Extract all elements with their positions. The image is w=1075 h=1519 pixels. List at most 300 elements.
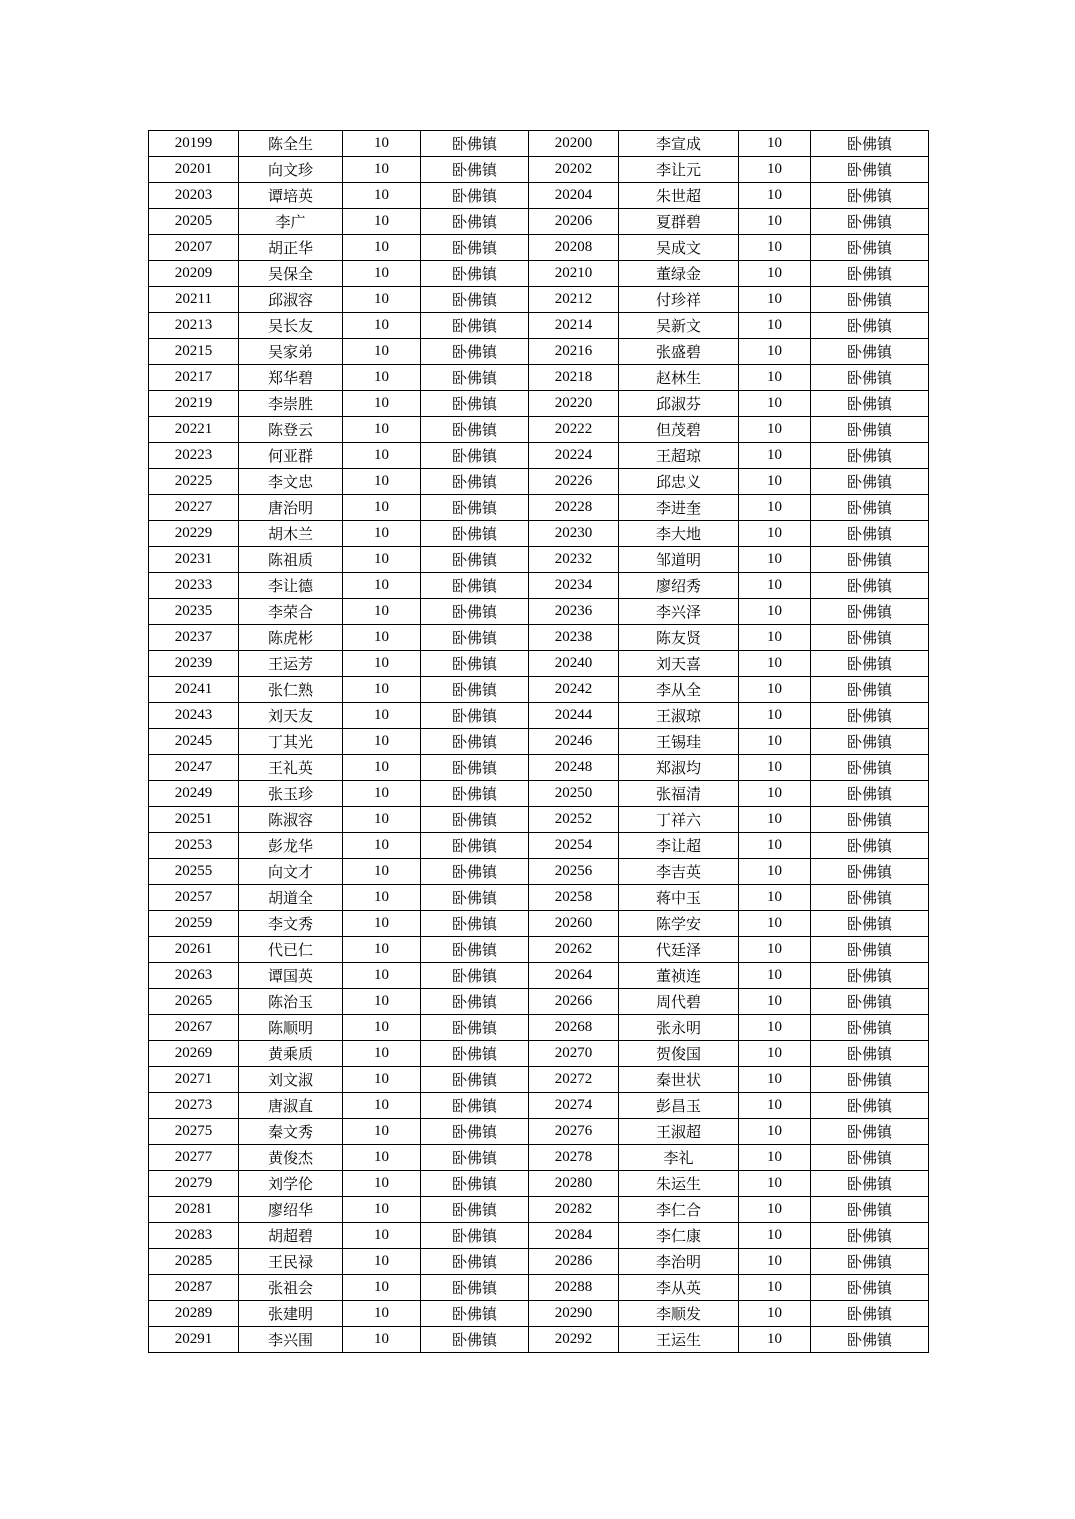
cell-amount: 10	[343, 963, 421, 989]
cell-id: 20222	[529, 417, 619, 443]
cell-id: 20218	[529, 365, 619, 391]
cell-amount: 10	[739, 417, 811, 443]
cell-amount: 10	[739, 209, 811, 235]
table-row	[149, 547, 929, 573]
cell-name: 贺俊国	[619, 1041, 739, 1067]
cell-id: 20286	[529, 1249, 619, 1275]
cell-amount: 10	[739, 1041, 811, 1067]
cell-amount: 10	[343, 573, 421, 599]
cell-id: 20210	[529, 261, 619, 287]
cell-id: 20261	[149, 937, 239, 963]
table-row	[149, 1145, 929, 1171]
cell-town: 卧佛镇	[421, 1223, 529, 1249]
cell-town: 卧佛镇	[421, 313, 529, 339]
cell-town: 卧佛镇	[421, 183, 529, 209]
cell-id: 20214	[529, 313, 619, 339]
cell-name: 李兴泽	[619, 599, 739, 625]
cell-amount: 10	[343, 911, 421, 937]
cell-id: 20283	[149, 1223, 239, 1249]
cell-name: 胡道全	[239, 885, 343, 911]
table-row	[149, 1171, 929, 1197]
table-row	[149, 1197, 929, 1223]
cell-town: 卧佛镇	[421, 209, 529, 235]
cell-town: 卧佛镇	[811, 1249, 929, 1275]
cell-amount: 10	[343, 391, 421, 417]
cell-amount: 10	[343, 1197, 421, 1223]
cell-amount: 10	[739, 573, 811, 599]
cell-amount: 10	[739, 1015, 811, 1041]
cell-amount: 10	[343, 261, 421, 287]
cell-town: 卧佛镇	[421, 807, 529, 833]
cell-town: 卧佛镇	[421, 937, 529, 963]
cell-id: 20274	[529, 1093, 619, 1119]
cell-id: 20240	[529, 651, 619, 677]
cell-town: 卧佛镇	[811, 261, 929, 287]
cell-name: 唐治明	[239, 495, 343, 521]
cell-town: 卧佛镇	[811, 183, 929, 209]
cell-town: 卧佛镇	[811, 573, 929, 599]
cell-name: 王超琼	[619, 443, 739, 469]
cell-amount: 10	[343, 651, 421, 677]
cell-town: 卧佛镇	[811, 651, 929, 677]
cell-name: 向文才	[239, 859, 343, 885]
cell-name: 周代碧	[619, 989, 739, 1015]
table-row	[149, 1119, 929, 1145]
cell-town: 卧佛镇	[421, 677, 529, 703]
cell-town: 卧佛镇	[421, 1119, 529, 1145]
cell-id: 20215	[149, 339, 239, 365]
cell-town: 卧佛镇	[811, 911, 929, 937]
cell-name: 李崇胜	[239, 391, 343, 417]
cell-name: 彭龙华	[239, 833, 343, 859]
cell-name: 张福清	[619, 781, 739, 807]
cell-id: 20204	[529, 183, 619, 209]
cell-name: 李兴围	[239, 1327, 343, 1353]
cell-amount: 10	[343, 131, 421, 157]
cell-town: 卧佛镇	[421, 261, 529, 287]
cell-id: 20205	[149, 209, 239, 235]
cell-id: 20246	[529, 729, 619, 755]
table-row	[149, 183, 929, 209]
cell-town: 卧佛镇	[811, 833, 929, 859]
cell-town: 卧佛镇	[811, 1197, 929, 1223]
cell-amount: 10	[739, 1301, 811, 1327]
cell-name: 陈祖质	[239, 547, 343, 573]
cell-name: 向文珍	[239, 157, 343, 183]
cell-id: 20277	[149, 1145, 239, 1171]
cell-amount: 10	[343, 833, 421, 859]
cell-amount: 10	[739, 807, 811, 833]
cell-id: 20263	[149, 963, 239, 989]
cell-town: 卧佛镇	[811, 469, 929, 495]
cell-id: 20260	[529, 911, 619, 937]
cell-amount: 10	[343, 1119, 421, 1145]
cell-amount: 10	[739, 1119, 811, 1145]
cell-amount: 10	[343, 1171, 421, 1197]
cell-id: 20275	[149, 1119, 239, 1145]
cell-id: 20208	[529, 235, 619, 261]
table-row	[149, 1041, 929, 1067]
cell-town: 卧佛镇	[421, 859, 529, 885]
cell-name: 谭国英	[239, 963, 343, 989]
cell-name: 李礼	[619, 1145, 739, 1171]
cell-town: 卧佛镇	[811, 1275, 929, 1301]
cell-id: 20291	[149, 1327, 239, 1353]
cell-town: 卧佛镇	[421, 911, 529, 937]
cell-town: 卧佛镇	[421, 755, 529, 781]
cell-town: 卧佛镇	[811, 1171, 929, 1197]
table-row	[149, 989, 929, 1015]
cell-id: 20227	[149, 495, 239, 521]
cell-town: 卧佛镇	[421, 287, 529, 313]
cell-amount: 10	[739, 183, 811, 209]
table-row	[149, 937, 929, 963]
cell-town: 卧佛镇	[421, 417, 529, 443]
cell-town: 卧佛镇	[811, 625, 929, 651]
cell-amount: 10	[343, 443, 421, 469]
cell-name: 廖绍华	[239, 1197, 343, 1223]
cell-town: 卧佛镇	[811, 963, 929, 989]
cell-town: 卧佛镇	[811, 859, 929, 885]
cell-town: 卧佛镇	[421, 1041, 529, 1067]
cell-id: 20241	[149, 677, 239, 703]
cell-amount: 10	[739, 625, 811, 651]
cell-amount: 10	[343, 287, 421, 313]
cell-name: 张玉珍	[239, 781, 343, 807]
cell-amount: 10	[739, 1249, 811, 1275]
cell-id: 20253	[149, 833, 239, 859]
cell-id: 20226	[529, 469, 619, 495]
table-row	[149, 1301, 929, 1327]
cell-amount: 10	[343, 521, 421, 547]
cell-id: 20220	[529, 391, 619, 417]
cell-id: 20265	[149, 989, 239, 1015]
cell-amount: 10	[739, 1197, 811, 1223]
table-row	[149, 209, 929, 235]
cell-amount: 10	[343, 859, 421, 885]
cell-name: 邱忠义	[619, 469, 739, 495]
table-row	[149, 755, 929, 781]
cell-amount: 10	[343, 417, 421, 443]
cell-amount: 10	[739, 963, 811, 989]
cell-id: 20201	[149, 157, 239, 183]
cell-town: 卧佛镇	[421, 651, 529, 677]
cell-id: 20289	[149, 1301, 239, 1327]
table-row	[149, 443, 929, 469]
cell-town: 卧佛镇	[811, 937, 929, 963]
cell-id: 20252	[529, 807, 619, 833]
cell-name: 陈学安	[619, 911, 739, 937]
cell-id: 20244	[529, 703, 619, 729]
table-row	[149, 911, 929, 937]
cell-id: 20234	[529, 573, 619, 599]
cell-id: 20233	[149, 573, 239, 599]
cell-amount: 10	[739, 677, 811, 703]
table-row	[149, 677, 929, 703]
cell-name: 刘文淑	[239, 1067, 343, 1093]
cell-amount: 10	[343, 495, 421, 521]
cell-name: 唐淑直	[239, 1093, 343, 1119]
cell-name: 张祖会	[239, 1275, 343, 1301]
table-row	[149, 157, 929, 183]
cell-id: 20235	[149, 599, 239, 625]
cell-amount: 10	[343, 625, 421, 651]
cell-name: 赵林生	[619, 365, 739, 391]
cell-town: 卧佛镇	[421, 729, 529, 755]
cell-id: 20259	[149, 911, 239, 937]
cell-id: 20213	[149, 313, 239, 339]
cell-id: 20282	[529, 1197, 619, 1223]
cell-name: 李仁合	[619, 1197, 739, 1223]
cell-amount: 10	[739, 1067, 811, 1093]
cell-town: 卧佛镇	[421, 469, 529, 495]
cell-town: 卧佛镇	[811, 1093, 929, 1119]
cell-name: 王淑超	[619, 1119, 739, 1145]
cell-name: 刘天友	[239, 703, 343, 729]
cell-amount: 10	[343, 157, 421, 183]
cell-town: 卧佛镇	[421, 1301, 529, 1327]
table-row	[149, 1093, 929, 1119]
cell-town: 卧佛镇	[421, 1275, 529, 1301]
cell-amount: 10	[343, 1301, 421, 1327]
cell-town: 卧佛镇	[421, 131, 529, 157]
table-row	[149, 859, 929, 885]
cell-id: 20242	[529, 677, 619, 703]
cell-id: 20221	[149, 417, 239, 443]
cell-town: 卧佛镇	[811, 235, 929, 261]
cell-town: 卧佛镇	[421, 885, 529, 911]
cell-id: 20249	[149, 781, 239, 807]
cell-town: 卧佛镇	[811, 157, 929, 183]
cell-amount: 10	[739, 833, 811, 859]
table-row	[149, 1223, 929, 1249]
cell-amount: 10	[343, 469, 421, 495]
cell-amount: 10	[343, 781, 421, 807]
cell-name: 王民禄	[239, 1249, 343, 1275]
cell-amount: 10	[343, 885, 421, 911]
cell-name: 邱淑芬	[619, 391, 739, 417]
cell-amount: 10	[343, 937, 421, 963]
cell-id: 20229	[149, 521, 239, 547]
cell-amount: 10	[739, 755, 811, 781]
cell-name: 李大地	[619, 521, 739, 547]
cell-town: 卧佛镇	[811, 521, 929, 547]
cell-amount: 10	[739, 469, 811, 495]
table-row	[149, 1249, 929, 1275]
cell-amount: 10	[739, 391, 811, 417]
cell-id: 20269	[149, 1041, 239, 1067]
cell-amount: 10	[739, 703, 811, 729]
cell-id: 20225	[149, 469, 239, 495]
cell-amount: 10	[739, 937, 811, 963]
cell-amount: 10	[343, 1327, 421, 1353]
cell-id: 20285	[149, 1249, 239, 1275]
cell-name: 朱世超	[619, 183, 739, 209]
cell-id: 20288	[529, 1275, 619, 1301]
cell-town: 卧佛镇	[811, 547, 929, 573]
cell-id: 20231	[149, 547, 239, 573]
cell-town: 卧佛镇	[811, 209, 929, 235]
cell-name: 秦世状	[619, 1067, 739, 1093]
cell-id: 20267	[149, 1015, 239, 1041]
cell-town: 卧佛镇	[811, 1041, 929, 1067]
cell-amount: 10	[343, 1041, 421, 1067]
table-row	[149, 599, 929, 625]
table-row	[149, 573, 929, 599]
cell-amount: 10	[739, 651, 811, 677]
cell-id: 20219	[149, 391, 239, 417]
table-row	[149, 287, 929, 313]
cell-name: 郑淑均	[619, 755, 739, 781]
cell-town: 卧佛镇	[421, 1327, 529, 1353]
cell-town: 卧佛镇	[421, 339, 529, 365]
cell-amount: 10	[739, 235, 811, 261]
cell-amount: 10	[343, 755, 421, 781]
table-row	[149, 235, 929, 261]
cell-amount: 10	[343, 1249, 421, 1275]
cell-town: 卧佛镇	[421, 1067, 529, 1093]
cell-name: 廖绍秀	[619, 573, 739, 599]
cell-name: 王锡珪	[619, 729, 739, 755]
cell-amount: 10	[739, 339, 811, 365]
table-row	[149, 495, 929, 521]
table-row	[149, 521, 929, 547]
cell-town: 卧佛镇	[421, 1145, 529, 1171]
cell-town: 卧佛镇	[811, 1223, 929, 1249]
cell-amount: 10	[343, 313, 421, 339]
cell-amount: 10	[739, 131, 811, 157]
cell-name: 谭培英	[239, 183, 343, 209]
cell-amount: 10	[739, 521, 811, 547]
cell-amount: 10	[343, 183, 421, 209]
table-row	[149, 131, 929, 157]
cell-town: 卧佛镇	[811, 807, 929, 833]
cell-town: 卧佛镇	[421, 235, 529, 261]
cell-amount: 10	[739, 157, 811, 183]
cell-id: 20273	[149, 1093, 239, 1119]
cell-id: 20287	[149, 1275, 239, 1301]
cell-id: 20284	[529, 1223, 619, 1249]
cell-name: 李仁康	[619, 1223, 739, 1249]
cell-amount: 10	[739, 261, 811, 287]
cell-name: 蒋中玉	[619, 885, 739, 911]
table-row	[149, 885, 929, 911]
cell-id: 20200	[529, 131, 619, 157]
cell-id: 20245	[149, 729, 239, 755]
cell-town: 卧佛镇	[421, 495, 529, 521]
cell-id: 20199	[149, 131, 239, 157]
cell-name: 胡木兰	[239, 521, 343, 547]
table-row	[149, 963, 929, 989]
cell-id: 20271	[149, 1067, 239, 1093]
cell-name: 李广	[239, 209, 343, 235]
cell-town: 卧佛镇	[421, 521, 529, 547]
cell-amount: 10	[343, 1093, 421, 1119]
cell-town: 卧佛镇	[421, 833, 529, 859]
cell-id: 20203	[149, 183, 239, 209]
cell-amount: 10	[343, 235, 421, 261]
cell-name: 吴新文	[619, 313, 739, 339]
cell-amount: 10	[739, 1145, 811, 1171]
cell-town: 卧佛镇	[421, 1093, 529, 1119]
cell-name: 吴成文	[619, 235, 739, 261]
cell-id: 20276	[529, 1119, 619, 1145]
cell-amount: 10	[739, 1093, 811, 1119]
cell-amount: 10	[343, 209, 421, 235]
cell-name: 李治明	[619, 1249, 739, 1275]
table-row	[149, 261, 929, 287]
cell-id: 20251	[149, 807, 239, 833]
cell-name: 陈治玉	[239, 989, 343, 1015]
cell-name: 李顺发	[619, 1301, 739, 1327]
cell-id: 20247	[149, 755, 239, 781]
cell-amount: 10	[739, 1327, 811, 1353]
cell-id: 20224	[529, 443, 619, 469]
cell-town: 卧佛镇	[811, 989, 929, 1015]
cell-name: 李让德	[239, 573, 343, 599]
cell-amount: 10	[739, 729, 811, 755]
cell-id: 20209	[149, 261, 239, 287]
cell-name: 陈顺明	[239, 1015, 343, 1041]
cell-id: 20232	[529, 547, 619, 573]
table-row	[149, 313, 929, 339]
cell-name: 王运芳	[239, 651, 343, 677]
cell-amount: 10	[739, 547, 811, 573]
cell-id: 20223	[149, 443, 239, 469]
cell-id: 20248	[529, 755, 619, 781]
cell-amount: 10	[739, 1223, 811, 1249]
cell-id: 20239	[149, 651, 239, 677]
cell-name: 黄乘质	[239, 1041, 343, 1067]
cell-id: 20254	[529, 833, 619, 859]
cell-amount: 10	[343, 1223, 421, 1249]
cell-town: 卧佛镇	[811, 313, 929, 339]
cell-name: 李荣合	[239, 599, 343, 625]
cell-name: 刘天喜	[619, 651, 739, 677]
cell-town: 卧佛镇	[811, 495, 929, 521]
cell-name: 李吉英	[619, 859, 739, 885]
cell-name: 张仁熟	[239, 677, 343, 703]
cell-id: 20268	[529, 1015, 619, 1041]
cell-town: 卧佛镇	[421, 1171, 529, 1197]
cell-name: 李文忠	[239, 469, 343, 495]
cell-town: 卧佛镇	[811, 885, 929, 911]
cell-id: 20250	[529, 781, 619, 807]
cell-town: 卧佛镇	[421, 1197, 529, 1223]
cell-town: 卧佛镇	[811, 131, 929, 157]
cell-town: 卧佛镇	[421, 365, 529, 391]
cell-amount: 10	[343, 677, 421, 703]
cell-id: 20258	[529, 885, 619, 911]
cell-name: 黄俊杰	[239, 1145, 343, 1171]
cell-name: 陈全生	[239, 131, 343, 157]
cell-town: 卧佛镇	[421, 391, 529, 417]
table-row	[149, 391, 929, 417]
table-row	[149, 807, 929, 833]
cell-amount: 10	[343, 1015, 421, 1041]
cell-name: 王运生	[619, 1327, 739, 1353]
cell-name: 代廷泽	[619, 937, 739, 963]
cell-name: 朱运生	[619, 1171, 739, 1197]
cell-amount: 10	[739, 1275, 811, 1301]
cell-id: 20280	[529, 1171, 619, 1197]
cell-name: 秦文秀	[239, 1119, 343, 1145]
table-row	[149, 365, 929, 391]
cell-town: 卧佛镇	[421, 703, 529, 729]
cell-name: 李从全	[619, 677, 739, 703]
cell-amount: 10	[739, 313, 811, 339]
cell-name: 彭昌玉	[619, 1093, 739, 1119]
